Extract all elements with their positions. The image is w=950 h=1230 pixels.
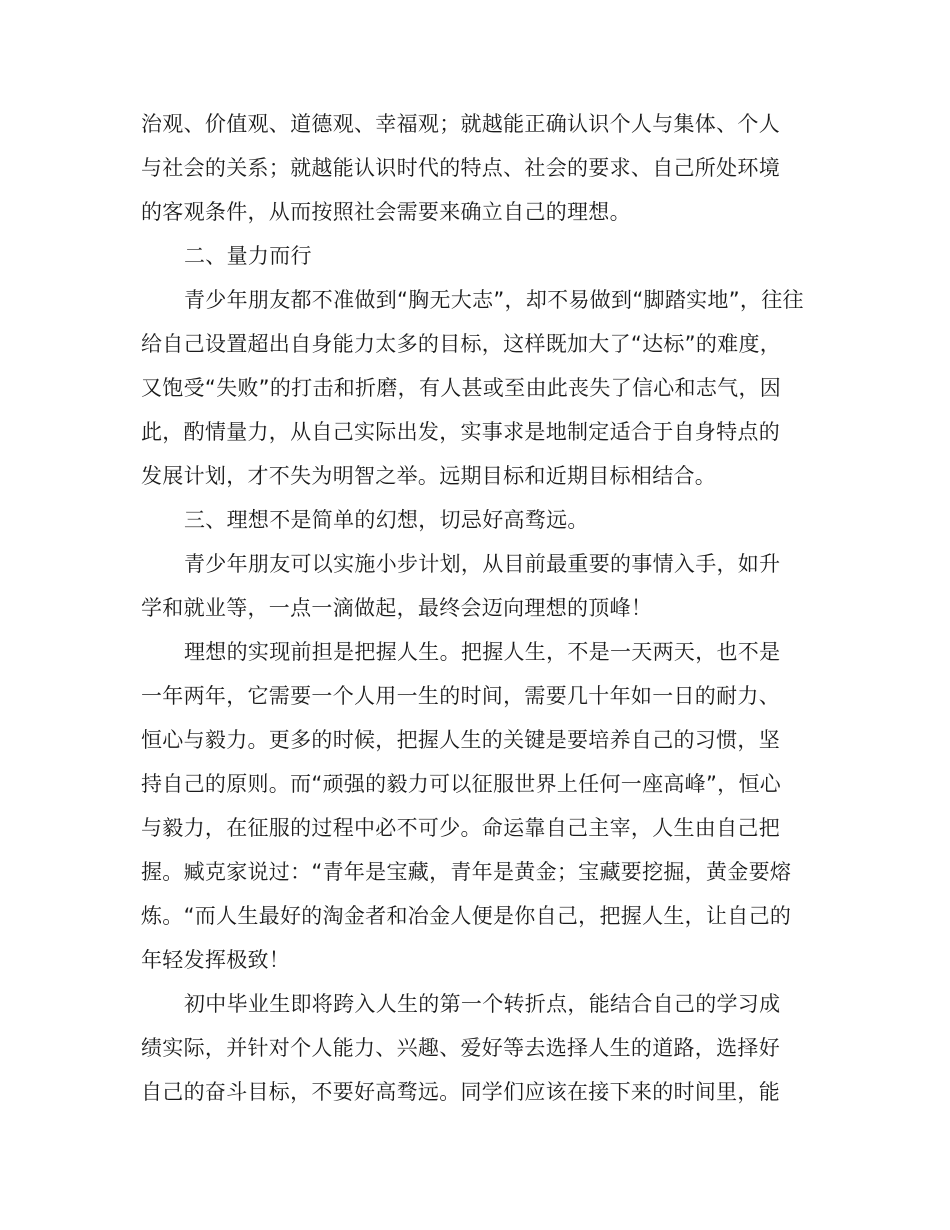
text-line: 的客观条件，从而按照社会需要来确立自己的理想。 bbox=[141, 200, 631, 224]
text-line: 理想的实现前担是把握人生。把握人生，不是一天两天，也不是 bbox=[184, 640, 781, 664]
text-line: 学和就业等，一点一滴做起，最终会迈向理想的顶峰！ bbox=[141, 596, 653, 620]
document-body bbox=[141, 102, 811, 1114]
text-line: 又饱受“失败”的打击和折磨，有人甚或至由此丧失了信心和志气，因 bbox=[141, 376, 782, 400]
text-line: 一年两年，它需要一个人用一生的时间，需要几十年如一日的耐力、 bbox=[141, 684, 780, 708]
text-line: 发展计划，才不失为明智之举。远期目标和近期目标相结合。 bbox=[141, 464, 717, 488]
text-line: 恒心与毅力。更多的时候，把握人生的关键是要培养自己的习惯，坚 bbox=[141, 728, 780, 752]
text-line: 初中毕业生即将跨入人生的第一个转折点，能结合自己的学习成 bbox=[184, 992, 781, 1016]
text-line: 此，酌情量力，从自己实际出发，实事求是地制定适合于自身特点的 bbox=[141, 420, 780, 444]
text-line: 青少年朋友可以实施小步计划，从目前最重要的事情入手，如升 bbox=[184, 552, 781, 576]
text-line: 给自己设置超出自身能力太多的目标，这样既加大了“达标”的难度， bbox=[141, 332, 782, 356]
text-line: 青少年朋友都不准做到“胸无大志”，却不易做到“脚踏实地”，往往 bbox=[184, 288, 804, 312]
text-line: 与社会的关系；就越能认识时代的特点、社会的要求、自己所处环境 bbox=[141, 156, 780, 180]
text-line: 炼。“而人生最好的淘金者和冶金人便是你自己，把握人生，让自己的 bbox=[141, 904, 792, 928]
section-heading: 三、理想不是简单的幻想，切忌好高骛远。 bbox=[184, 508, 589, 532]
section-heading: 二、量力而行 bbox=[184, 244, 312, 268]
text-line: 持自己的原则。而“顽强的毅力可以征服世界上任何一座高峰”，恒心 bbox=[141, 772, 782, 796]
text-line: 自己的奋斗目标，不要好高骛远。同学们应该在接下来的时间里，能 bbox=[141, 1080, 780, 1104]
text-line: 治观、价值观、道德观、幸福观；就越能正确认识个人与集体、个人 bbox=[141, 112, 780, 136]
text-line: 与毅力，在征服的过程中必不可少。命运靠自己主宰，人生由自己把 bbox=[141, 816, 780, 840]
text-line: 年轻发挥极致！ bbox=[141, 948, 291, 972]
text-line: 握。臧克家说过：“青年是宝藏，青年是黄金；宝藏要挖掘，黄金要熔 bbox=[141, 860, 792, 884]
text-line: 绩实际，并针对个人能力、兴趣、爱好等去选择人生的道路，选择好 bbox=[141, 1036, 780, 1060]
